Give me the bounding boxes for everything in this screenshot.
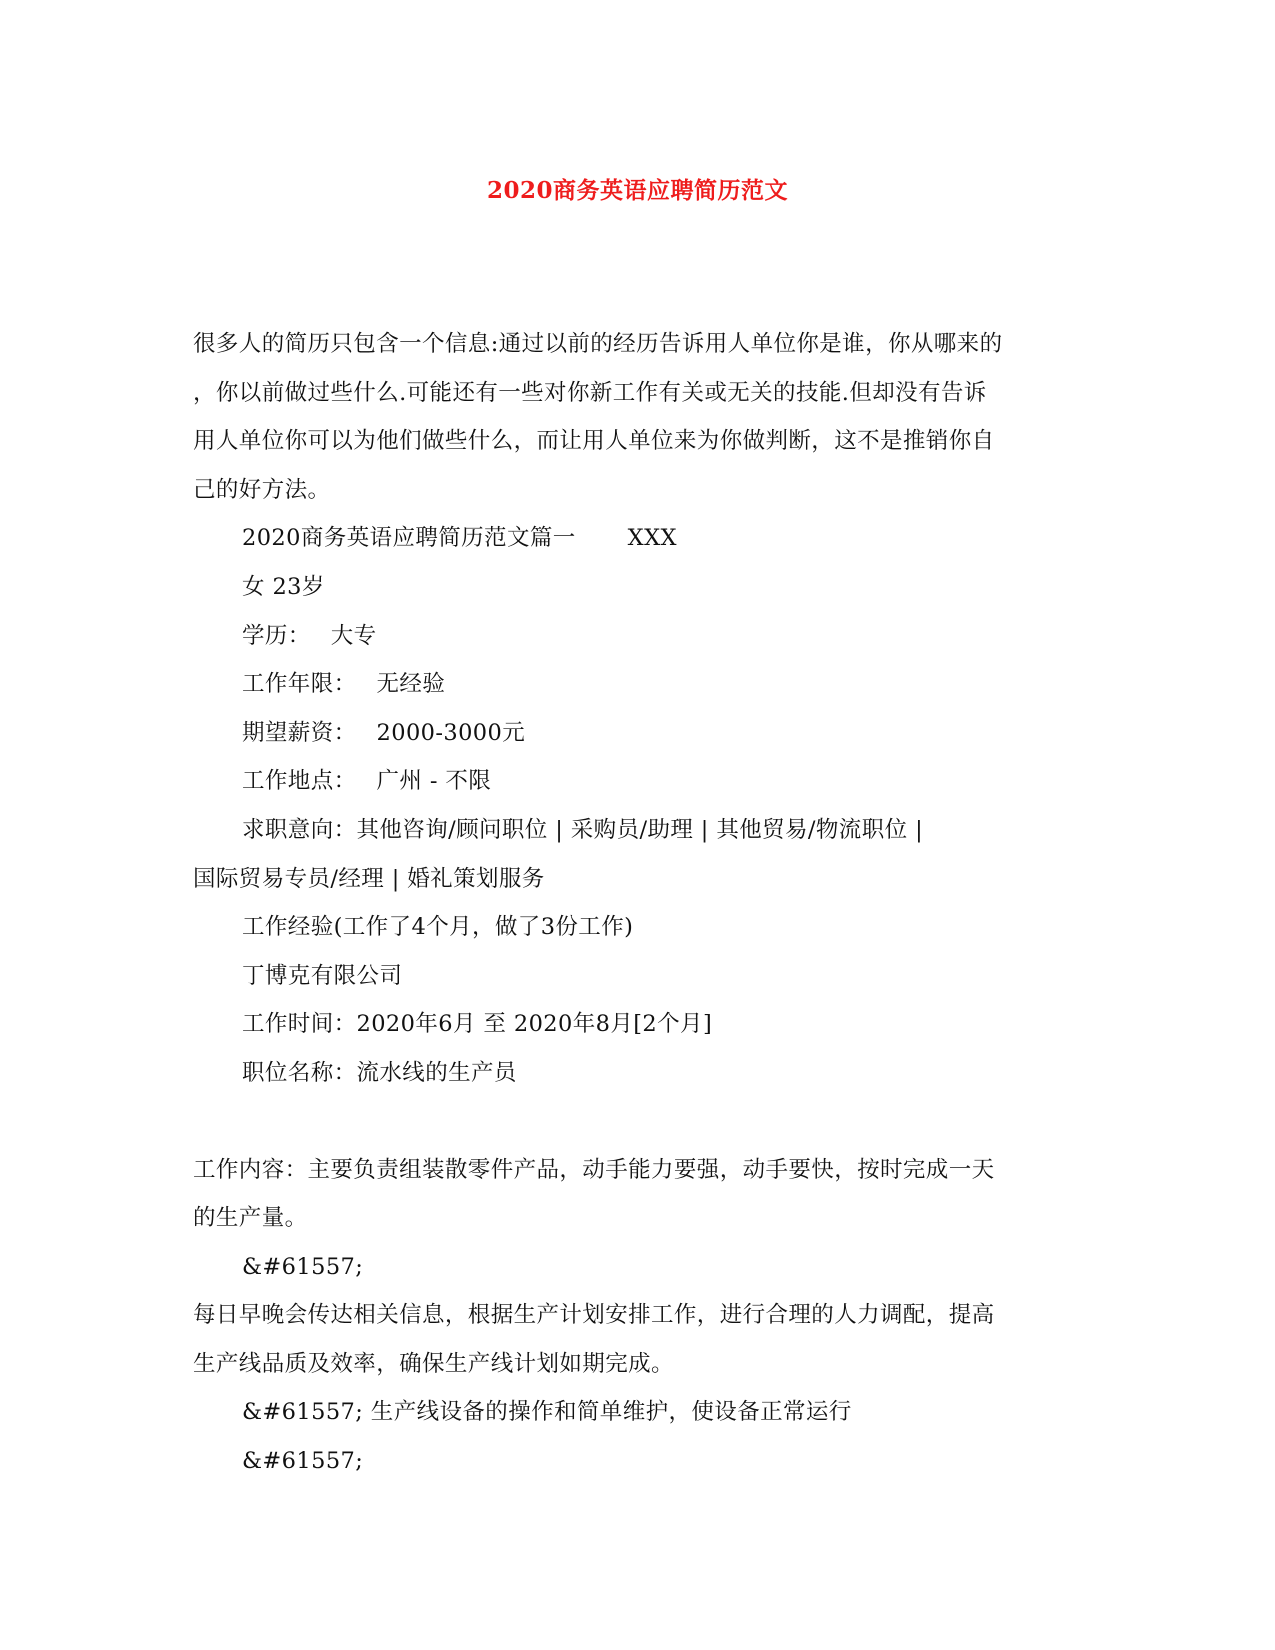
bullet-2: &#61557; 生产线设备的操作和简单维护，使设备正常运行	[242, 1399, 852, 1426]
salary-row	[193, 709, 1073, 758]
location-label: 工作地点：	[242, 768, 357, 795]
work-time: 工作时间：2020年6月 至 2020年8月[2个月]	[242, 1011, 713, 1038]
document-title: 2020商务英语应聘简历范文	[486, 177, 788, 204]
duty-content-line-1: 工作内容：主要负责组装散零件产品，动手能力要强，动手要快，按时完成一天	[193, 1156, 995, 1183]
work-years-row	[193, 660, 1073, 709]
intro-line-2: ，你以前做过些什么.可能还有一些对你新工作有关或无关的技能.但却没有告诉	[193, 379, 987, 406]
company-name: 丁博克有限公司	[242, 962, 403, 989]
job-intent-line-2: 国际贸易专员/经理 | 婚礼策划服务	[193, 865, 545, 892]
location-value: 广州 - 不限	[376, 768, 492, 795]
resume-heading: 2020商务英语应聘简历范文篇一	[242, 525, 576, 552]
position-title: 职位名称：流水线的生产员	[242, 1059, 517, 1086]
job-intent-line-1: 求职意向：其他咨询/顾问职位 | 采购员/助理 | 其他贸易/物流职位 |	[242, 816, 924, 843]
salary-value: 2000-3000元	[376, 719, 526, 746]
bullet-1-line-2: 生产线品质及效率，确保生产线计划如期完成。	[193, 1350, 674, 1377]
intro-line-3: 用人单位你可以为他们做些什么，而让用人单位来为你做判断，这不是推销你自	[193, 428, 995, 455]
intro-line-1: 很多人的简历只包含一个信息:通过以前的经历告诉用人单位你是谁，你从哪来的	[193, 331, 1003, 357]
candidate-name: XXX	[627, 525, 677, 552]
location-row	[193, 757, 1073, 806]
education-value: 大专	[330, 622, 377, 649]
document-body	[193, 320, 1073, 1486]
section-gap	[193, 1098, 1073, 1146]
resume-heading-row	[193, 514, 1073, 563]
education-label: 学历：	[242, 622, 311, 649]
bullet-1-marker: &#61557;	[242, 1253, 364, 1280]
duty-content-line-2: 的生产量。	[193, 1205, 308, 1232]
education-row	[193, 612, 1073, 661]
gender-age: 女 23岁	[242, 573, 325, 600]
work-years-label: 工作年限：	[242, 671, 357, 698]
intro-line-4: 己的好方法。	[193, 476, 331, 503]
experience-summary: 工作经验(工作了4个月，做了3份工作)	[242, 914, 634, 941]
salary-label: 期望薪资：	[242, 719, 357, 746]
bullet-3-marker: &#61557;	[242, 1448, 364, 1475]
work-years-value: 无经验	[376, 671, 446, 698]
bullet-1-line-1: 每日早晚会传达相关信息，根据生产计划安排工作，进行合理的人力调配，提高	[193, 1302, 995, 1329]
